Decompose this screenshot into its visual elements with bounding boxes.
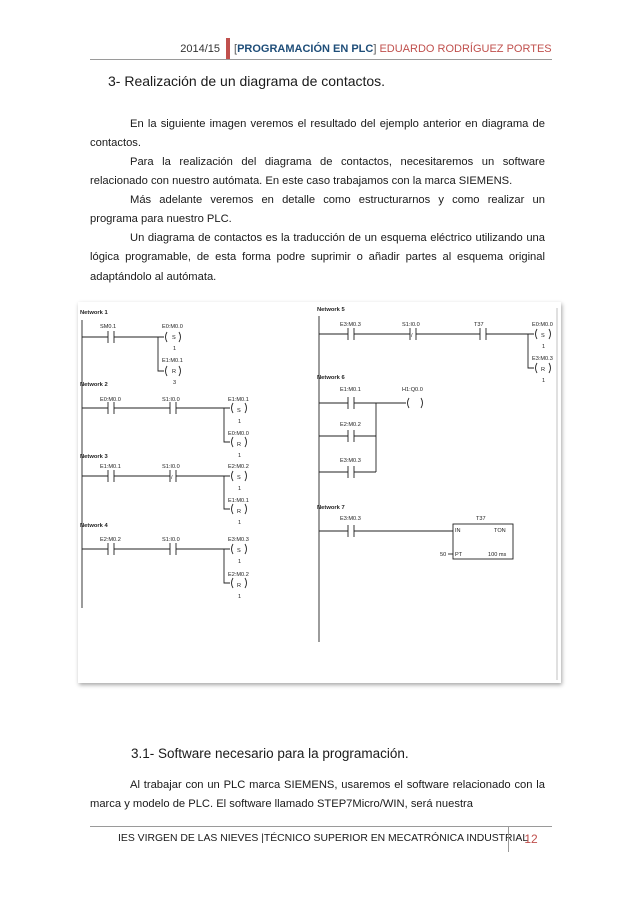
ladder-timer-preset: 50: [440, 552, 447, 558]
ladder-network-name: Network 4: [80, 523, 108, 529]
ladder-timer-in: IN: [455, 528, 461, 534]
ladder-coil-label: E3:M0.3: [532, 356, 553, 362]
ladder-contact-label: S1:I0.0: [162, 464, 180, 470]
ladder-coil-op: S: [237, 475, 241, 481]
ladder-network-name: Network 2: [80, 382, 108, 388]
ladder-coil-op: R: [541, 367, 546, 373]
ladder-contact-label: E2:M0.2: [340, 422, 361, 428]
ladder-nc-mark: /: [171, 475, 173, 481]
ladder-coil-n: 1: [173, 346, 177, 352]
ladder-contact-label: S1:I0.0: [162, 537, 180, 543]
footer-rule: [90, 826, 552, 827]
header-rule: [226, 59, 552, 60]
subsection-title: 3.1- Software necesario para la programación.: [131, 746, 409, 761]
footer-text: IES VIRGEN DE LAS NIEVES |TÉCNICO SUPERIOR EN MECATRÓNICA INDUSTRIAL: [118, 833, 529, 844]
ladder-coil-op: S: [237, 408, 241, 414]
ladder-contact-label: E2:M0.2: [100, 537, 121, 543]
ladder-coil-n: 1: [238, 453, 242, 459]
page-header: [90, 38, 552, 60]
ladder-contact-label: E0:M0.0: [100, 397, 121, 403]
ladder-network-name: Network 5: [317, 307, 345, 313]
ladder-coil-label: E3:M0.3: [228, 537, 249, 543]
ladder-coil-n: 1: [542, 344, 546, 350]
ladder-network-name: Network 1: [80, 310, 108, 316]
ladder-coil-n: 1: [238, 486, 242, 492]
ladder-diagram-figure: [78, 302, 563, 685]
ladder-coil-label: H1:Q0.0: [402, 387, 423, 393]
ladder-contact-label: E3:M0.3: [340, 322, 361, 328]
ladder-coil-label: E0:M0.0: [532, 322, 553, 328]
ladder-contact-label: S1:I0.0: [162, 397, 180, 403]
ladder-network-name: Network 6: [317, 375, 345, 381]
ladder-coil-label: E0:M0.0: [162, 324, 183, 330]
ladder-nc-mark: /: [411, 333, 413, 339]
ladder-coil-label: E2:M0.2: [228, 572, 249, 578]
ladder-coil-n: 1: [542, 378, 546, 384]
ladder-coil-n: 1: [238, 594, 242, 600]
ladder-coil-label: E0:M0.0: [228, 431, 249, 437]
ladder-coil-label: E1:M0.1: [228, 397, 249, 403]
ladder-contact-label: E1:M0.1: [340, 387, 361, 393]
ladder-coil-n: 1: [238, 559, 242, 565]
paragraph-2: Para la realización del diagrama de contactos, necesitaremos un software relacionado con nuestro autómata. En este caso trabajamos con la marca SIEMENS.: [90, 156, 545, 188]
ladder-timer-base: 100 ms: [488, 552, 507, 558]
header-year: 2014/15: [90, 38, 226, 60]
header-author: EDUARDO RODRÍGUEZ PORTES: [376, 43, 552, 55]
ladder-diagram: [78, 302, 561, 683]
ladder-coil-op: S: [541, 333, 545, 339]
ladder-contact-label: E3:M0.3: [340, 516, 361, 522]
page-number: 12: [508, 826, 553, 852]
page-footer: [90, 826, 552, 852]
header-bracket-open: [: [234, 43, 238, 55]
ladder-coil-op: S: [172, 335, 176, 341]
ladder-network-name: Network 7: [317, 505, 345, 511]
header-bracket-close: ]: [373, 43, 377, 55]
ladder-coil-label: E2:M0.2: [228, 464, 249, 470]
ladder-contact-label: E3:M0.3: [340, 458, 361, 464]
header-title: [234, 38, 552, 60]
ladder-network-name: Network 3: [80, 454, 108, 460]
ladder-coil-op: R: [237, 442, 242, 448]
header-accent-bar: [226, 38, 230, 60]
section-title: 3- Realización de un diagrama de contactos.: [108, 73, 386, 89]
ladder-timer-type: TON: [494, 528, 506, 534]
paragraph-last: Al trabajar con un PLC marca SIEMENS, usaremos el software relacionado con la marca y modelo de PLC. El software llamado STEP7Micro/WIN, será nuestra: [90, 779, 545, 811]
paragraph-1: En la siguiente imagen veremos el resultado del ejemplo anterior en diagrama de contactos.: [90, 118, 545, 150]
ladder-contact-label: S1:I0.0: [402, 322, 420, 328]
ladder-contact-label: E1:M0.1: [100, 464, 121, 470]
ladder-coil-op: R: [237, 509, 242, 515]
ladder-contact-label: SM0.1: [100, 324, 117, 330]
ladder-timer-name: T37: [476, 516, 486, 522]
ladder-contact-label: T37: [474, 322, 484, 328]
ladder-coil-n: 1: [238, 419, 242, 425]
ladder-coil-n: 1: [238, 520, 242, 526]
header-course: PROGRAMACIÓN EN PLC: [237, 43, 374, 55]
ladder-coil-op: S: [237, 548, 241, 554]
ladder-coil-op: R: [172, 369, 177, 375]
ladder-coil-n: 3: [173, 380, 177, 386]
ladder-timer-pt: PT: [455, 552, 463, 558]
paragraph-4: Un diagrama de contactos es la traducción de un esquema eléctrico utilizando una lógica programable, de esta forma podre suprimir o añadir partes al esquema original adaptándolo al autómata.: [90, 232, 545, 283]
ladder-coil-label: E1:M0.1: [228, 498, 249, 504]
paragraph-3: Más adelante veremos en detalle como estructurarnos y como realizar un programa para nuestro PLC.: [90, 194, 545, 226]
ladder-coil-label: E1:M0.1: [162, 358, 183, 364]
ladder-coil-op: R: [237, 583, 242, 589]
